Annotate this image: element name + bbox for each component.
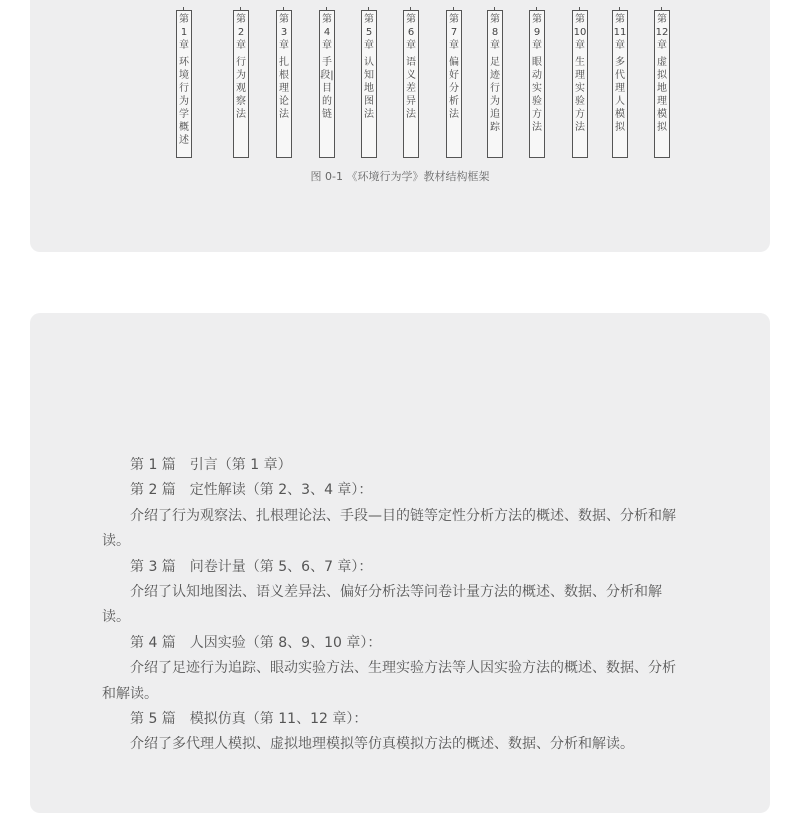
part-2-description: 介绍了行为观察法、扎根理论法、手段—目的链等定性分析方法的概述、数据、分析和解读。 bbox=[102, 507, 676, 550]
connector-line bbox=[619, 7, 620, 11]
chapter-number: 第11章 bbox=[613, 14, 627, 51]
chapter-box-9 bbox=[529, 10, 545, 158]
chapter-box-6 bbox=[403, 10, 419, 158]
chapter-title: 认知地图法 bbox=[364, 57, 374, 120]
chapter-number: 第1章 bbox=[179, 14, 189, 51]
chapter-title: 眼动实验方法 bbox=[532, 57, 542, 133]
chapter-title: 偏好分析法 bbox=[449, 57, 459, 120]
part-5-heading: 第 5 篇 模拟仿真（第 11、12 章）： bbox=[130, 711, 368, 728]
chapter-box-12 bbox=[654, 10, 670, 158]
chapter-title: 手段|目的链 bbox=[320, 57, 334, 120]
chapter-box-3 bbox=[276, 10, 292, 158]
figure-caption: 图 0-1 《环境行为学》教材结构框架 bbox=[310, 170, 490, 183]
connector-line bbox=[283, 7, 284, 11]
connector-line bbox=[326, 7, 327, 11]
chapter-number: 第7章 bbox=[449, 14, 459, 51]
figure-panel bbox=[30, 0, 770, 252]
chapter-title: 语义差异法 bbox=[406, 57, 416, 120]
chapter-title: 行为观察法 bbox=[236, 57, 246, 120]
chapter-number: 第4章 bbox=[322, 14, 332, 51]
chapter-box-8 bbox=[487, 10, 503, 158]
chapter-box-1 bbox=[176, 10, 192, 158]
chapter-box-4 bbox=[319, 10, 335, 158]
part-3-heading: 第 3 篇 问卷计量（第 5、6、7 章）： bbox=[130, 558, 373, 575]
connector-line bbox=[453, 7, 454, 11]
chapter-number: 第6章 bbox=[406, 14, 416, 51]
chapter-title: 扎根理论法 bbox=[279, 57, 289, 120]
chapter-number: 第10章 bbox=[573, 14, 587, 51]
chapter-structure-diagram bbox=[30, 0, 770, 188]
chapter-box-5 bbox=[361, 10, 377, 158]
connector-line bbox=[183, 7, 184, 11]
connector-line bbox=[579, 7, 580, 11]
chapter-box-7 bbox=[446, 10, 462, 158]
connector-line bbox=[661, 7, 662, 11]
connector-line bbox=[368, 7, 369, 11]
part-4-heading: 第 4 篇 人因实验（第 8、9、10 章）： bbox=[130, 634, 382, 651]
chapter-number: 第3章 bbox=[279, 14, 289, 51]
chapter-box-10 bbox=[572, 10, 588, 158]
connector-line bbox=[536, 7, 537, 11]
connector-line bbox=[240, 7, 241, 11]
part-3-description: 介绍了认知地图法、语义差异法、偏好分析法等问卷计量方法的概述、数据、分析和解读。 bbox=[102, 584, 662, 626]
body-text bbox=[102, 453, 682, 758]
chapter-title: 环境行为学概述 bbox=[179, 57, 189, 146]
chapter-title: 多代理人模拟 bbox=[615, 57, 625, 133]
chapter-number: 第5章 bbox=[364, 14, 374, 51]
part-5-description: 介绍了多代理人模拟、虚拟地理模拟等仿真模拟方法的概述、数据、分析和解读。 bbox=[130, 736, 634, 753]
chapter-number: 第9章 bbox=[532, 14, 542, 51]
chapter-title: 足迹行为追踪 bbox=[490, 57, 500, 133]
part-1-heading: 第 1 篇 引言（第 1 章） bbox=[130, 457, 292, 473]
text-panel bbox=[30, 313, 770, 813]
chapter-box-11 bbox=[612, 10, 628, 158]
chapter-box-2 bbox=[233, 10, 249, 158]
chapter-number: 第12章 bbox=[655, 14, 669, 51]
chapter-title: 虚拟地理模拟 bbox=[657, 57, 667, 133]
connector-line bbox=[410, 7, 411, 11]
part-2-heading: 第 2 篇 定性解读（第 2、3、4 章）： bbox=[130, 482, 373, 499]
chapter-number: 第2章 bbox=[236, 14, 246, 51]
chapter-title: 生理实验方法 bbox=[575, 57, 585, 133]
chapter-number: 第8章 bbox=[490, 14, 500, 51]
part-4-description: 介绍了足迹行为追踪、眼动实验方法、生理实验方法等人因实验方法的概述、数据、分析和解读。 bbox=[102, 660, 676, 702]
connector-line bbox=[494, 7, 495, 11]
